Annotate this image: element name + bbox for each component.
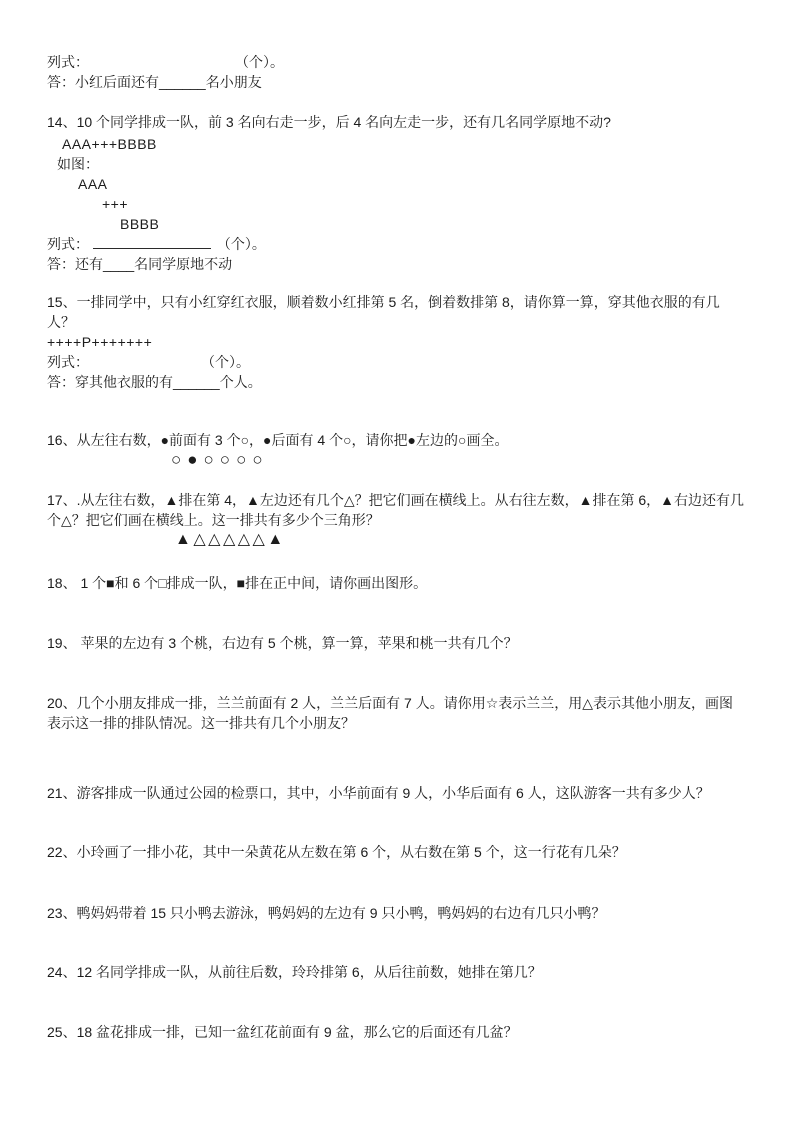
q17-triangles-diagram: ▲△△△△△▲: [175, 531, 286, 548]
question-15: [47, 292, 747, 392]
q16-circles-diagram: ○●○○○○: [171, 450, 269, 469]
q23-title: 23、鸭妈妈带着 15 只小鸭去游泳，鸭妈妈的左边有 9 只小鸭，鸭妈妈的右边有几只小鸭？: [47, 905, 606, 921]
q13-expression-unit: （个）。: [235, 54, 284, 70]
q15-answer-line: 答：穿其他衣服的有______个人。: [47, 374, 262, 390]
q13-expression-label: 列式：: [47, 54, 89, 70]
q22-title: 22、小玲画了一排小花，其中一朵黄花从左数在第 6 个，从右数在第 5 个，这一行花有几朵？: [47, 844, 626, 860]
q25-title: 25、18 盆花排成一排，已知一盆红花前面有 9 盆，那么它的后面还有几盆？: [47, 1024, 518, 1040]
q15-title: 15、一排同学中，只有小红穿红衣服，顺着数小红排第 5 名，倒着数排第 8，请你算一算，穿其他衣服的有几人？: [47, 294, 720, 330]
q14-expression-unit: （个）。: [216, 236, 266, 252]
q14-figure-row-b: BBBB: [120, 216, 160, 232]
q15-inline-diagram: ++++P+++++++: [47, 334, 153, 350]
q14-expression-line: [47, 234, 747, 254]
q18-title: 18、 1 个■和 6 个□排成一队，■排在正中间，请你画出图形。: [47, 575, 428, 591]
q24-title: 24、12 名同学排成一队，从前往后数，玲玲排第 6，从后往前数，她排在第几？: [47, 964, 542, 980]
question-13-tail: [47, 52, 747, 92]
question-17: [47, 490, 747, 550]
q17-title: 17、.从左往右数，▲排在第 4，▲左边还有几个△？把它们画在横线上。从右往左数，▲排在第 6，▲右边还有几个△？把它们画在横线上。这一排共有多少个三角形？: [47, 492, 745, 528]
q19-title: 19、 苹果的左边有 3 个桃，右边有 5 个桃，算一算，苹果和桃一共有几个？: [47, 635, 518, 651]
q16-title: 16、从左往右数，●前面有 3 个○，●后面有 4 个○，请你把●左边的○画全。: [47, 432, 509, 448]
q15-expression-unit: （个）。: [201, 354, 250, 370]
q14-answer-line: 答：还有____名同学原地不动: [47, 256, 233, 272]
q15-expression-blank-space: [89, 366, 201, 367]
q14-expression-blank-underline: [93, 235, 211, 249]
q13-expression-blank-space: [89, 66, 235, 67]
q21-title: 21、游客排成一队通过公园的检票口，其中，小华前面有 9 人，小华后面有 6 人，这队游客一共有多少人？: [47, 785, 710, 801]
q14-title: 14、10 个同学排成一队，前 3 名向右走一步，后 4 名向左走一步，还有几名同学原地不动?: [47, 114, 611, 130]
q20-title: 20、几个小朋友排成一排，兰兰前面有 2 人，兰兰后面有 7 人。请你用☆表示兰兰，用△表示其他小朋友，画图表示这一排的排队情况。这一排共有几个小朋友？: [47, 695, 734, 731]
q14-figure-row-a: AAA: [78, 176, 108, 192]
q13-expression-line: [47, 52, 747, 72]
q14-figure-row-plus: +++: [102, 196, 129, 212]
q15-expression-line: [47, 352, 747, 372]
q14-figure-label: 如图：: [57, 156, 99, 172]
q14-inline-diagram: AAA+++BBBB: [62, 136, 157, 152]
q14-expression-label: 列式：: [47, 236, 89, 252]
q15-expression-label: 列式：: [47, 354, 89, 370]
q13-answer-line: 答：小红后面还有______名小朋友: [47, 74, 262, 90]
question-16: [47, 430, 747, 470]
question-14: [47, 112, 747, 274]
